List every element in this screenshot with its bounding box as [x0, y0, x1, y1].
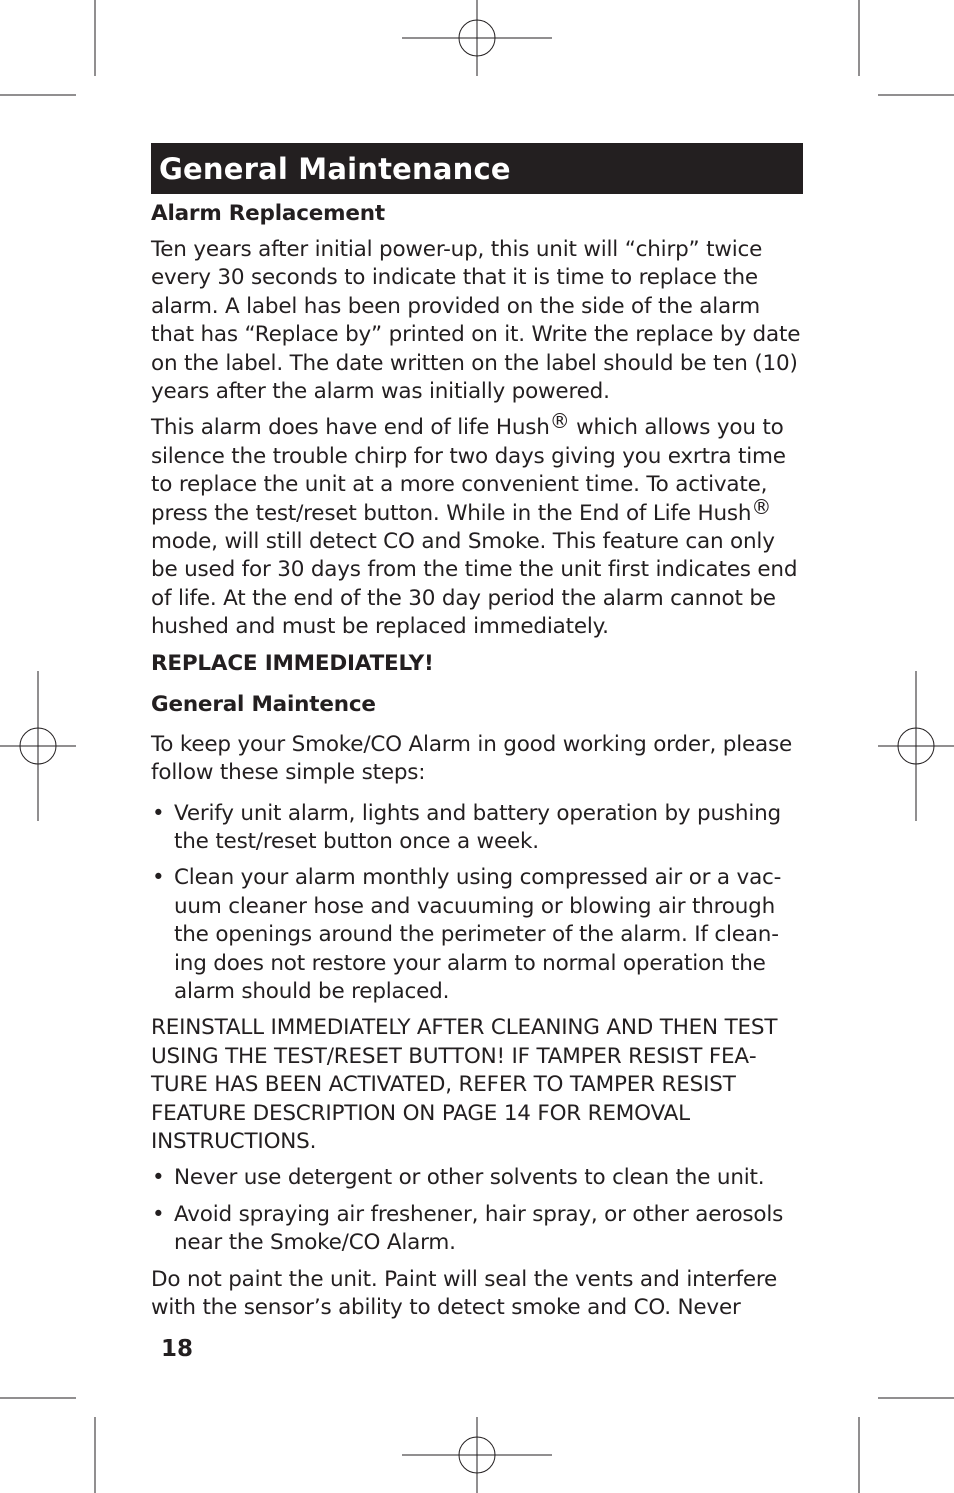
end-of-life-hush-paragraph — [151, 409, 803, 641]
alarm-replacement-heading: Alarm Replacement — [151, 201, 385, 226]
section-title: General Maintenance — [159, 151, 511, 186]
bullet-icon: • — [152, 1165, 165, 1191]
paint-warning-paragraph: Do not paint the unit. Paint will seal the vents and interfere with the sensor’s ability to detect smoke and CO. Never — [151, 1266, 778, 1320]
registered-mark-2: ® — [751, 494, 772, 519]
maintenance-steps-list — [151, 800, 803, 1007]
list-item: • Never use detergent or other solvents to clean the unit. — [151, 1164, 803, 1192]
list-item: • Avoid spraying air freshener, hair spray, or other aerosols near the Smoke/CO Alarm. — [152, 1201, 784, 1256]
hush-text-part3: mode, will still detect CO and Smoke. This feature can only be used for 30 days from the time the unit first indicates end of life. At the end of the 30 day period the alarm cannot be hushed and must be replaced immediately. — [151, 529, 798, 640]
maintenance-intro: To keep your Smoke/CO Alarm in good working order, please follow these simple steps: — [151, 731, 793, 786]
cleaning-cautions-list — [151, 1164, 803, 1257]
page-content — [151, 200, 803, 1322]
list-item: • Clean your alarm monthly using compressed air or a vacuum cleaner hose and vacuuming or blowing air through the openings around the perimeter of the alarm. If cleaning does not restore your alarm to normal operation the alarm should be replaced. — [152, 865, 782, 1004]
general-maintenance-heading: General Maintence — [151, 691, 376, 717]
bullet-icon: • — [152, 1201, 165, 1227]
section-header-bar — [151, 143, 803, 194]
bullet-icon: • — [152, 800, 165, 826]
hush-text-part2: which allows you to silence the trouble chirp for two days giving you exrtra time to replace the unit at a more convenient time. To activate, press the test/reset button. While in the End of Life Hush — [151, 415, 786, 526]
list-item: • Verify unit alarm, lights and battery operation by pushing the test/reset button once a week. — [152, 800, 782, 854]
page-number: 18 — [161, 1336, 194, 1362]
manual-page — [151, 143, 803, 1322]
reinstall-warning: REINSTALL IMMEDIATELY AFTER CLEANING AND THEN TEST USING THE TEST/RESET BUTTON! IF TAMPER RESIST FEATURE HAS BEEN ACTIVATED, REFER TO TAMPER RESIST FEATURE DESCRIPTION ON PAGE 14 FOR REMOVAL INSTRUCTIONS. — [151, 1015, 778, 1154]
bullet-icon: • — [152, 865, 165, 891]
registered-mark: ® — [549, 409, 570, 434]
hush-text-part1: This alarm does have end of life Hush — [151, 415, 550, 441]
replace-immediately-notice: REPLACE IMMEDIATELY! — [151, 650, 434, 676]
alarm-replacement-paragraph: Ten years after initial power-up, this unit will “chirp” twice every 30 seconds to indicate that it is time to replace the alarm. A label has been provided on the side of the alarm that has “Replace by” printed on it. Write the replace by date on the label. The date written on the label should be ten (10) years after the alarm was initially powered. — [151, 237, 801, 405]
